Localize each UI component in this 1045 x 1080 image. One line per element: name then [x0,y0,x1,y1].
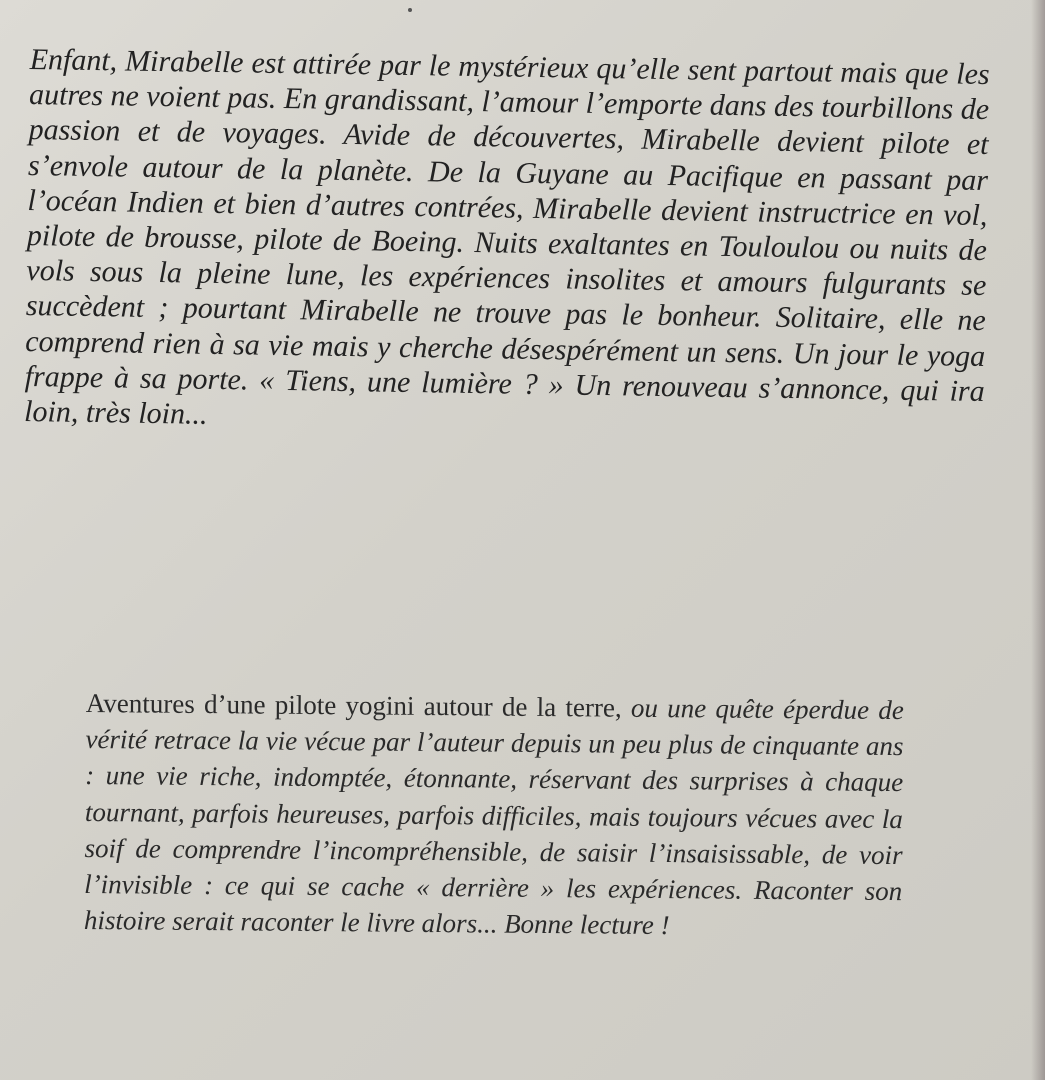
synopsis-paragraph: Enfant, Mirabelle est attirée par le mystérieux qu’elle sent partout mais que les autres ne voient pas. En grandissant, l’amour l’emporte dans des tourbillons de passion et de voyages. Avide de découvertes, Mirabelle devient pilote et s’envole autour de la planète. De la Guyane au Pacifique en passant par l’océan Indien et bien d’autres contrées, Mirabelle devient instructrice en vol, pilote de brousse, pilote de Boeing. Nuits exaltantes en Touloulou ou nuits de vols sous la pleine lune, les expériences insolites et amours fulgurants se succèdent ; pourtant Mirabelle ne trouve pas le bonheur. Solitaire, elle ne comprend rien à sa vie mais y cherche désespérément un sens. Un jour le yoga frappe à sa porte. « Tiens, une lumière ? » Un renouveau s’annonce, qui ira loin, très loin... [23,42,990,431]
book-description-paragraph [84,685,904,946]
ink-speck [408,8,412,12]
book-description-text: ou une quête éperdue de vérité retrace la vie vécue par l’auteur depuis un peu plus de cinquante ans : une vie riche, indomptée, étonnante, réservant des surprises à chaque tournant, parfois heureuses, parfois difficiles, mais toujours vécues avec la soif de comprendre l’incompréhensible, de saisir l’insaisissable, de voir l’invisible : ce qui se cache « derrière » les expériences. Raconter son histoire serait raconter le livre alors... Bonne lecture ! [83,692,904,941]
book-title-text: Aventures d’une pilote yogini autour de la terre, [85,687,622,723]
cover-edge-shadow [1031,0,1045,1080]
